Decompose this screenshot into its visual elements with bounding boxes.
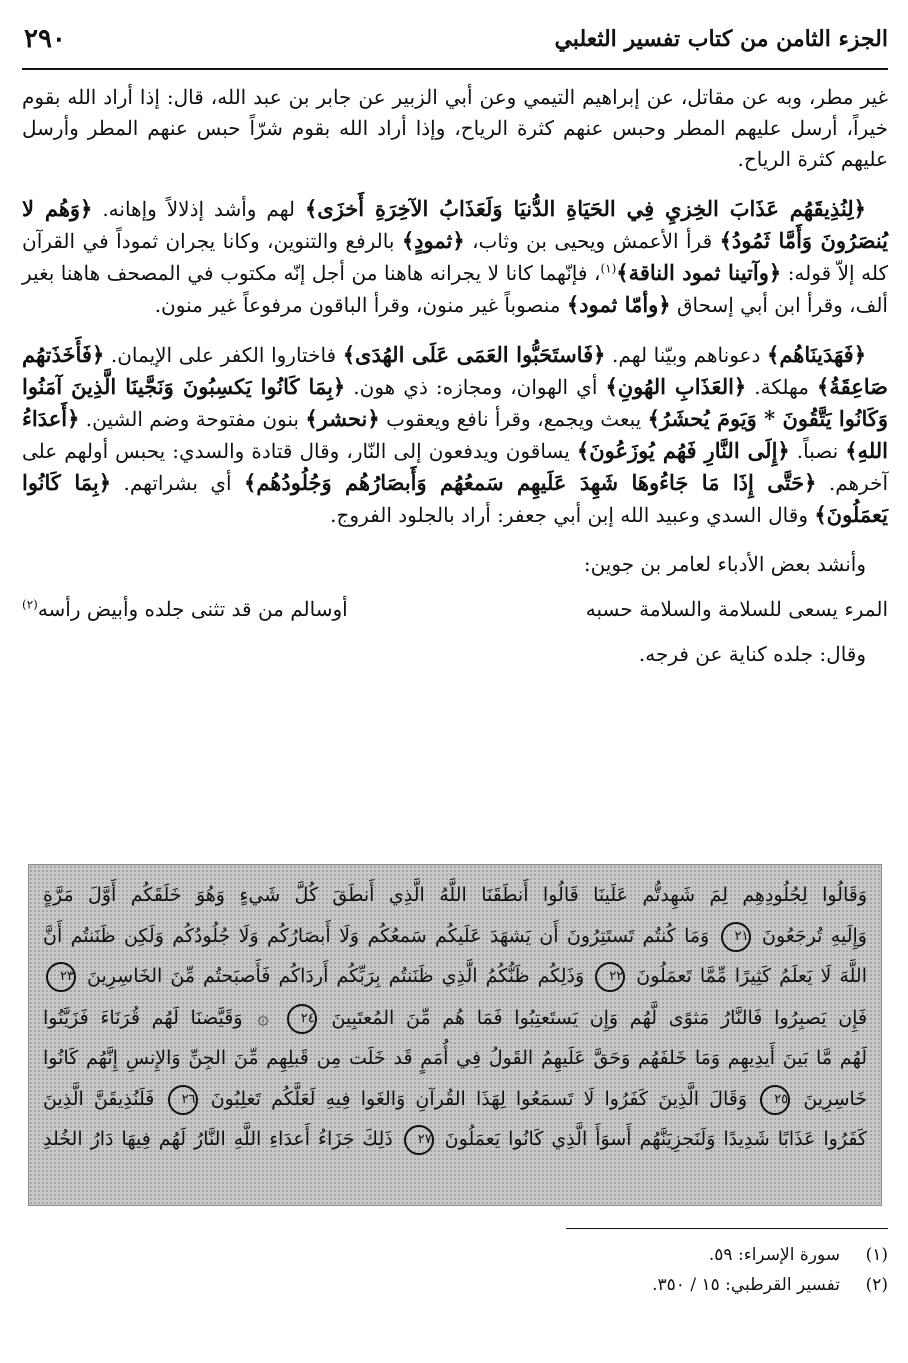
verse-text: لَهُم مَّا بَينَ أَيدِيهِم وَمَا خَلفَهُم وَحَقَّ عَلَيهِمُ القَولُ فِي أُمَمٍ قَد خَلَت مِن قَبلِهِم مِّنَ الجِنِّ وَالإِنسِ إِنَّهُم كَانُوا — [43, 1047, 867, 1069]
quran-quote: ﴿وآتينا ثمود الناقة﴾ — [616, 260, 782, 285]
footnote-text: تفسير القرطبي: ١٥ / ٣٥٠. — [652, 1275, 840, 1295]
verse-number-marker: ٢١ — [721, 922, 751, 952]
verse-text: وَذَلِكُم ظَنُّكُمُ الَّذِي ظَنَنتُم بِرَبِّكُم أَردَاكُم فَأَصبَحتُم مِّنَ الخَاسِرِينَ — [87, 965, 585, 987]
verse-number-marker: ٢٢ — [595, 962, 625, 992]
footnote-ref[interactable]: (٢) — [22, 597, 38, 612]
commentary-text: منصوباً غير منون، وقرأ الباقون مرفوعاً غير منون. — [154, 293, 567, 317]
quran-quote: ﴿العَذَابِ الهُونِ﴾ — [605, 374, 747, 399]
footnote-text: سورة الإسراء: ٥٩. — [708, 1245, 840, 1265]
poem-verse — [22, 594, 888, 625]
poem-hemistich-1: المرء يسعى للسلامة والسلامة حسبه — [585, 597, 888, 621]
mushaf-line — [43, 1038, 867, 1079]
quran-quote: ﴿وأمّا ثمود﴾ — [566, 292, 671, 317]
quran-quote: ﴿فَاستَحَبُّوا العَمَى عَلَى الهُدَى﴾ — [342, 342, 606, 367]
verse-text: ذَلِكَ جَزَاءُ أَعدَاءِ اللَّهِ النَّارُ لَهُم فِيهَا دَارُ الخُلدِ — [43, 1128, 393, 1150]
book-page — [22, 18, 888, 1348]
footnote-item — [22, 1240, 888, 1270]
poem-intro: وأنشد بعض الأدباء لعامر بن جوين: — [583, 552, 866, 576]
footnote-ref[interactable]: (١) — [600, 261, 617, 276]
paragraph-3 — [22, 339, 888, 531]
poem-hemistich-2 — [22, 594, 348, 625]
commentary-text: ، فإنّهما كانا لا يجرانه هاهنا من أجل إنّه مكتوب في المصحف هاهنا بغير ألف، وقرأ ابن أبي إسحاق — [22, 261, 888, 317]
verse-number-marker: ٢٤ — [287, 1004, 317, 1034]
mushaf-line — [43, 916, 867, 957]
commentary-text: أي بشراتهم. — [111, 471, 245, 495]
verse-number-marker: ٢٣ — [46, 962, 76, 992]
footnote-item — [22, 1270, 888, 1300]
verse-text: وَمَا كُنتُم تَستَتِرُونَ أَن يَشهَدَ عَلَيكُم سَمعُكُم وَلَا أَبصَارُكُم وَلَا جُلُودُكُم وَلَكِن ظَنَنتُم أَنَّ — [43, 924, 710, 947]
commentary-text: بنون مفتوحة وضم الشين. — [79, 407, 306, 431]
verse-text: وَقَالُوا لِجُلُودِهِم لِمَ شَهِدتُّم عَلَينَا قَالُوا أَنطَقَنَا اللَّهُ الَّذِي أَنطَقَ كُلَّ شَيءٍ وَهُوَ خَلَقَكُم أَوَّلَ مَرَّةٍ — [43, 884, 867, 906]
mushaf-line — [43, 1119, 867, 1160]
verse-text: كَفَرُوا عَذَابًا شَدِيدًا وَلَنَجزِيَنَّهُم أَسوَأَ الَّذِي كَانُوا يَعمَلُونَ — [444, 1128, 867, 1150]
verse-number-marker: ٢٧ — [404, 1125, 434, 1155]
commentary-text: دعوناهم وبيّنا لهم. — [605, 343, 768, 367]
quran-quote: ﴿أَعدَاءُ اللهِ﴾ — [22, 406, 888, 463]
quran-quote: ﴿ثمودٍ﴾ — [401, 228, 465, 253]
mushaf-line — [43, 1079, 867, 1120]
quran-quote: ﴿حَتَّى إِذَا مَا جَاءُوهَا شَهِدَ عَلَيهِم سَمعُهُم وَأَبصَارُهُم وَجُلُودُهُم﴾ — [244, 470, 817, 495]
mushaf-line — [43, 997, 867, 1039]
quran-quote: ﴿بِمَا كَانُوا يَعمَلُونَ﴾ — [22, 470, 888, 527]
commentary-text: فاختاروا الكفر على الإيمان. — [104, 343, 343, 367]
main-text — [22, 82, 888, 670]
quran-quote: ﴿فَهَدَينَاهُم﴾ — [767, 342, 866, 367]
mushaf-line — [43, 875, 867, 916]
verse-text: خَاسِرِينَ — [803, 1087, 867, 1110]
commentary-text: أي الهوان، ومجازه: ذي هون. — [345, 375, 606, 399]
quran-quote: ﴿وَهُم لا يُنصَرُونَ وَأَمَّا ثَمُودُ﴾ — [22, 196, 888, 253]
footnote-number: (١) — [865, 1245, 888, 1265]
poem-hemistich-2-text: أوسالم من قد تثنى جلده وأبيض رأسه — [37, 597, 348, 621]
page-number: ٢٩٠ — [24, 24, 66, 54]
quran-quote: ﴿لِنُذِيقَهُم عَذَابَ الخِزيِ فِي الحَيَاةِ الدُّنيَا وَلَعَذَابُ الآخِرَةِ أَخزَى﴾ — [304, 196, 866, 221]
rub-el-hizb-icon: ۞ — [257, 1004, 269, 1029]
footnote-number: (٢) — [865, 1275, 888, 1295]
commentary-text: يبعث ويجمع، وقرأ نافع ويعقوب — [379, 407, 648, 431]
verse-number-marker: ٢٥ — [760, 1085, 790, 1115]
running-title: الجزء الثامن من كتاب تفسير الثعلبي — [554, 26, 888, 52]
verse-text: وَقَالَ الَّذِينَ كَفَرُوا لَا تَسمَعُوا لِهَذَا القُرآنِ وَالغَوا فِيهِ لَعَلَّكُم تَغلِبُونَ — [210, 1087, 748, 1110]
quran-quote: ﴿بِمَا كَانُوا يَكسِبُونَ وَنَجَّينَا الَّذِينَ آمَنُوا وَكَانُوا يَتَّقُونَ * وَيَومَ يُحشَرُ﴾ — [22, 374, 888, 431]
commentary-text: قرأ الأعمش ويحيى بن وثاب، — [464, 229, 720, 253]
verse-text: وَإِلَيهِ تُرجَعُونَ — [761, 924, 867, 947]
verse-number-marker: ٢٦ — [168, 1085, 198, 1115]
commentary-text: وقال السدي وعبيد الله إبن أبي جعفر: أراد بالجلود الفروج. — [330, 503, 815, 527]
commentary-text: بالرفع والتنوين، وكانا يجران ثموداً في القرآن كله إلاّ قوله: — [22, 229, 888, 285]
quran-quote: ﴿فَأَخَذَتهُم صَاعِقَةُ﴾ — [22, 342, 888, 399]
commentary-text: لهم وأشد إذلالاً وإهانه. — [92, 197, 305, 221]
verse-text: اللَّهَ لَا يَعلَمُ كَثِيرًا مِّمَّا تَعمَلُونَ — [636, 965, 867, 987]
quran-text-block — [28, 864, 882, 1206]
footnote-separator — [566, 1228, 888, 1229]
paragraph-1: غير مطر، وبه عن مقاتل، عن إبراهيم التيمي وعن أبي الزبير عن جابر بن عبد الله، قال: إذا أراد الله بقوم خيراً، أرسل عليهم المطر وحبس عنهم كثرة الرياح، وإذا أراد الله بقوم شرّاً حبس عنهم المطر وأرسل عليهم كثرة الرياح. — [22, 85, 888, 171]
commentary-text: يساقون ويدفعون إلى النّار، وقال قتادة والسدي: يحبس أولهم على آخرهم. — [22, 439, 889, 495]
commentary-text: نصباً. — [789, 439, 846, 463]
verse-text: فَلَنُذِيقَنَّ الَّذِينَ — [43, 1087, 155, 1110]
mushaf-line — [43, 956, 867, 997]
page-header — [22, 18, 888, 70]
after-poem-text: وقال: جلده كناية عن فرجه. — [638, 642, 866, 666]
paragraph-2 — [22, 193, 888, 321]
quran-quote: ﴿إِلَى النَّارِ فَهُم يُوزَعُونَ﴾ — [576, 438, 790, 463]
footnotes — [22, 1240, 888, 1300]
verse-text: فَإِن يَصبِرُوا فَالنَّارُ مَثوًى لَّهُم وَإِن يَستَعتِبُوا فَمَا هُم مِّنَ المُعتَبِينَ — [331, 1006, 867, 1029]
commentary-text: مهلكة. — [746, 375, 818, 399]
quran-quote: ﴿نحشر﴾ — [305, 406, 380, 431]
verse-text: وَقَيَّضنَا لَهُم قُرَنَاءَ فَزَيَّنُوا — [43, 1006, 243, 1029]
